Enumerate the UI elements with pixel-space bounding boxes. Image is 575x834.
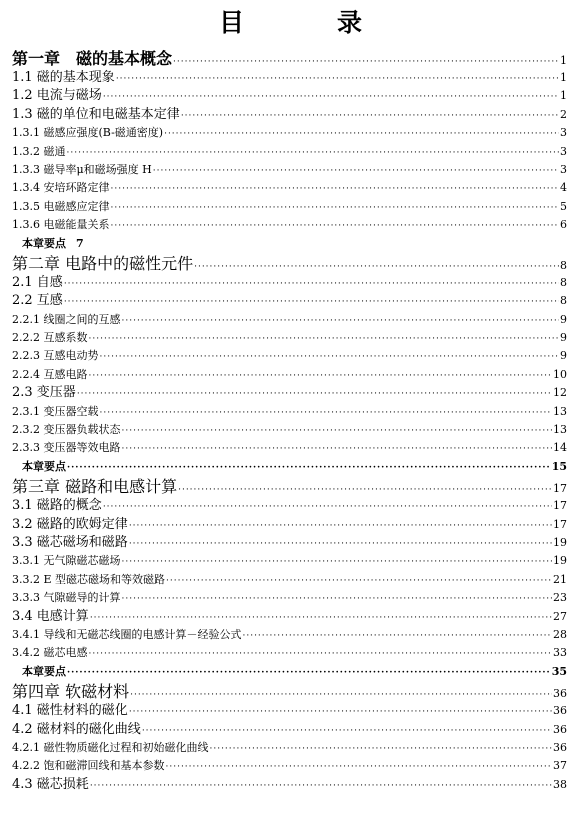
toc-leader-dots (89, 367, 553, 384)
toc-page-number: 9 (560, 312, 567, 326)
toc-summary-entry[interactable] (12, 458, 567, 476)
toc-page-number: 5 (560, 199, 567, 213)
toc-section-entry[interactable] (12, 702, 567, 720)
toc-entry-title: 3.2 磁路的欧姆定律 (12, 516, 128, 532)
toc-entry-title: 1.3.4 安培环路定律 (12, 181, 110, 195)
toc-entry-title: 2.3.1 变压器空载 (12, 404, 99, 418)
toc-section-entry[interactable] (12, 757, 567, 775)
toc-leader-dots (111, 180, 560, 197)
toc-section-entry[interactable] (12, 366, 567, 384)
toc-leader-dots (166, 758, 553, 775)
toc-page-number: 8 (560, 275, 567, 289)
toc-leader-dots (103, 88, 559, 105)
toc-leader-dots (166, 572, 552, 589)
toc-entry-title: 4.2.2 饱和磁滞回线和基本参数 (12, 759, 165, 773)
toc-entry-title: 2.2.4 互感电路 (12, 367, 88, 381)
toc-section-entry[interactable] (12, 292, 567, 310)
toc-page-number: 17 (553, 482, 567, 496)
toc-section-entry[interactable] (12, 776, 567, 794)
toc-entry-title: 1.3 磁的单位和电磁基本定律 (12, 106, 180, 122)
toc-section-entry[interactable] (12, 161, 567, 179)
toc-page-number: 36 (553, 740, 567, 754)
toc-entry-title: 本章要点 (22, 459, 66, 473)
toc-leader-dots (111, 217, 560, 234)
toc-entry-title: 2.3.2 变压器负载状态 (12, 423, 121, 437)
toc-entry-title: 3.1 磁路的概念 (12, 498, 102, 514)
toc-page-number: 13 (553, 423, 567, 437)
toc-section-entry[interactable] (12, 497, 567, 515)
toc-section-entry[interactable] (12, 216, 567, 234)
toc-entry-title: 1.3.3 磁导率μ和磁场强度 H (12, 162, 152, 176)
toc-page-number: 23 (553, 591, 567, 605)
toc-chapter-entry[interactable] (12, 476, 567, 497)
toc-leader-dots (178, 480, 552, 497)
toc-leader-dots (64, 275, 559, 292)
toc-section-entry[interactable] (12, 69, 567, 87)
toc-entry-title: 1.3.6 电磁能量关系 (12, 218, 110, 232)
toc-section-entry[interactable] (12, 179, 567, 197)
toc-entry-title: 2.2.1 线圈之间的互感 (12, 312, 121, 326)
toc-section-entry[interactable] (12, 274, 567, 292)
toc-summary-entry[interactable] (12, 663, 567, 681)
toc-page-number: 3 (560, 144, 567, 158)
toc-leader-dots (129, 703, 552, 720)
toc-leader-dots (153, 162, 559, 179)
toc-page-number: 12 (553, 386, 567, 400)
toc-entry-title: 1.2 电流与磁场 (12, 88, 102, 104)
toc-leader-dots (67, 144, 560, 161)
toc-page-number: 37 (553, 759, 567, 773)
toc-entry-title: 2.1 自感 (12, 274, 63, 290)
toc-section-entry[interactable] (12, 403, 567, 421)
toc-section-entry[interactable] (12, 644, 567, 662)
toc-section-entry[interactable] (12, 721, 567, 739)
toc-summary-entry[interactable] (12, 235, 567, 253)
toc-leader-dots (100, 348, 560, 365)
toc-leader-dots (89, 330, 560, 347)
toc-section-entry[interactable] (12, 87, 567, 105)
toc-page-number: 17 (553, 517, 567, 531)
toc-section-entry[interactable] (12, 571, 567, 589)
toc-leader-dots (129, 517, 552, 534)
toc-section-entry[interactable] (12, 106, 567, 124)
toc-section-entry[interactable] (12, 143, 567, 161)
toc-section-entry[interactable] (12, 534, 567, 552)
toc-leader-dots (89, 645, 553, 662)
toc-page-number: 33 (553, 646, 567, 660)
toc-page-number: 19 (553, 535, 567, 549)
toc-leader-dots (209, 740, 552, 757)
toc-section-entry[interactable] (12, 608, 567, 626)
toc-section-entry[interactable] (12, 589, 567, 607)
toc-page-number: 17 (553, 499, 567, 513)
toc-section-entry[interactable] (12, 516, 567, 534)
toc-entry-title: 3.3.2 E 型磁芯磁场和等效磁路 (12, 572, 166, 586)
toc-leader-dots (181, 107, 559, 124)
toc-page-number: 10 (553, 367, 567, 381)
toc-leader-dots (122, 553, 553, 570)
toc-leader-dots (164, 125, 559, 142)
toc-entry-title: 第四章 软磁材料 (12, 682, 130, 702)
toc-entry-title: 2.2.2 互感系数 (12, 331, 88, 345)
toc-page-number: 3 (560, 126, 567, 140)
toc-entry-title: 本章要点 (22, 236, 66, 250)
toc-entry-title: 第三章 磁路和电感计算 (12, 477, 178, 497)
toc-entry-title: 3.3.1 无气隙磁芯磁场 (12, 554, 121, 568)
toc-section-entry[interactable] (12, 198, 567, 216)
toc-entry-title: 3.4.2 磁芯电感 (12, 646, 88, 660)
toc-entry-title: 2.3 变压器 (12, 385, 76, 401)
toc-page-number: 27 (553, 609, 567, 623)
toc-page-number: 36 (553, 704, 567, 718)
toc-leader-dots (67, 459, 551, 476)
toc-leader-dots (142, 722, 552, 739)
toc-page-number: 7 (76, 236, 84, 250)
toc-page-number: 15 (551, 459, 567, 473)
toc-entry-title: 4.2.1 磁性物质磁化过程和初始磁化曲线 (12, 740, 209, 754)
toc-section-entry[interactable] (12, 384, 567, 402)
toc-page-number: 28 (553, 627, 567, 641)
toc-leader-dots (64, 293, 559, 310)
toc-page-number: 9 (560, 349, 567, 363)
toc-leader-dots (194, 257, 559, 274)
toc-entry-title: 4.3 磁芯损耗 (12, 776, 89, 792)
toc-section-entry[interactable] (12, 311, 567, 329)
toc-page-number: 35 (551, 664, 567, 678)
toc-leader-dots (111, 199, 560, 216)
toc-entry-title: 1.3.2 磁通 (12, 144, 66, 158)
toc-page-number: 13 (553, 404, 567, 418)
toc-section-entry[interactable] (12, 421, 567, 439)
toc-leader-dots (122, 422, 553, 439)
page-title: 目 录 (218, 8, 396, 37)
toc-leader-dots (173, 52, 559, 69)
toc-page-number: 38 (553, 777, 567, 791)
toc-entry-title: 1.3.1 磁感应强度(B-磁通密度) (12, 126, 164, 140)
toc-page-number: 4 (560, 181, 567, 195)
toc-entry-title: 3.4.1 导线和无磁芯线圈的电感计算－经验公式 (12, 627, 242, 641)
toc-leader-dots (67, 664, 551, 681)
toc-page-number: 21 (553, 572, 567, 586)
toc-leader-dots (90, 777, 552, 794)
toc-leader-dots (122, 590, 553, 607)
toc-section-entry[interactable] (12, 124, 567, 142)
toc-page-number: 8 (560, 294, 567, 308)
toc-entry-title: 4.1 磁性材料的磁化 (12, 703, 128, 719)
toc-page-number: 1 (560, 71, 567, 84)
toc-entry-title: 本章要点 (22, 664, 66, 678)
toc-entry-title: 4.2 磁材料的磁化曲线 (12, 721, 141, 737)
toc-chapter-entry[interactable] (12, 681, 567, 702)
toc-section-entry[interactable] (12, 739, 567, 757)
toc-entry-title: 3.3 磁芯磁场和磁路 (12, 534, 128, 550)
toc-entry-title: 1.3.5 电磁感应定律 (12, 199, 110, 213)
toc-entry-title: 2.3.3 变压器等效电路 (12, 441, 121, 455)
toc-leader-dots (122, 312, 560, 329)
toc-section-entry[interactable] (12, 552, 567, 570)
toc-entry-title: 3.4 电感计算 (12, 608, 89, 624)
toc-page-number: 8 (560, 258, 567, 272)
toc-page-number: 3 (560, 162, 567, 176)
toc-leader-dots (103, 498, 552, 515)
toc-page-number: 6 (560, 218, 567, 232)
toc-entry-title: 1.1 磁的基本现象 (12, 70, 115, 85)
toc-leader-dots (242, 627, 552, 644)
toc-entry-title: 3.3.3 气隙磁导的计算 (12, 591, 121, 605)
toc-leader-dots (129, 535, 552, 552)
toc-page-number: 19 (553, 554, 567, 568)
toc-page-number: 1 (560, 89, 567, 103)
toc-page-number: 1 (560, 54, 567, 67)
toc-page-number: 2 (560, 107, 567, 121)
toc-chapter-entry[interactable] (12, 48, 567, 69)
toc-page-number: 36 (553, 687, 567, 701)
toc-page-number: 9 (560, 331, 567, 345)
toc-section-entry[interactable] (12, 439, 567, 457)
toc-leader-dots (130, 685, 552, 702)
toc-section-entry[interactable] (12, 329, 567, 347)
toc-page-number: 14 (553, 441, 567, 455)
toc-entry-title: 第一章 磁的基本概念 (12, 49, 173, 68)
toc-page-number: 36 (553, 722, 567, 736)
toc-chapter-entry[interactable] (12, 253, 567, 274)
toc-leader-dots (100, 404, 553, 421)
toc-entry-title: 2.2.3 互感电动势 (12, 349, 99, 363)
toc-section-entry[interactable] (12, 626, 567, 644)
toc-section-entry[interactable] (12, 347, 567, 365)
toc-entry-title: 第二章 电路中的磁性元件 (12, 253, 194, 273)
toc-entry-title: 2.2 互感 (12, 293, 63, 309)
toc-leader-dots (122, 440, 553, 457)
toc-leader-dots (116, 70, 559, 87)
toc-leader-dots (90, 609, 552, 626)
toc-list (12, 48, 567, 794)
toc-leader-dots (77, 385, 552, 402)
